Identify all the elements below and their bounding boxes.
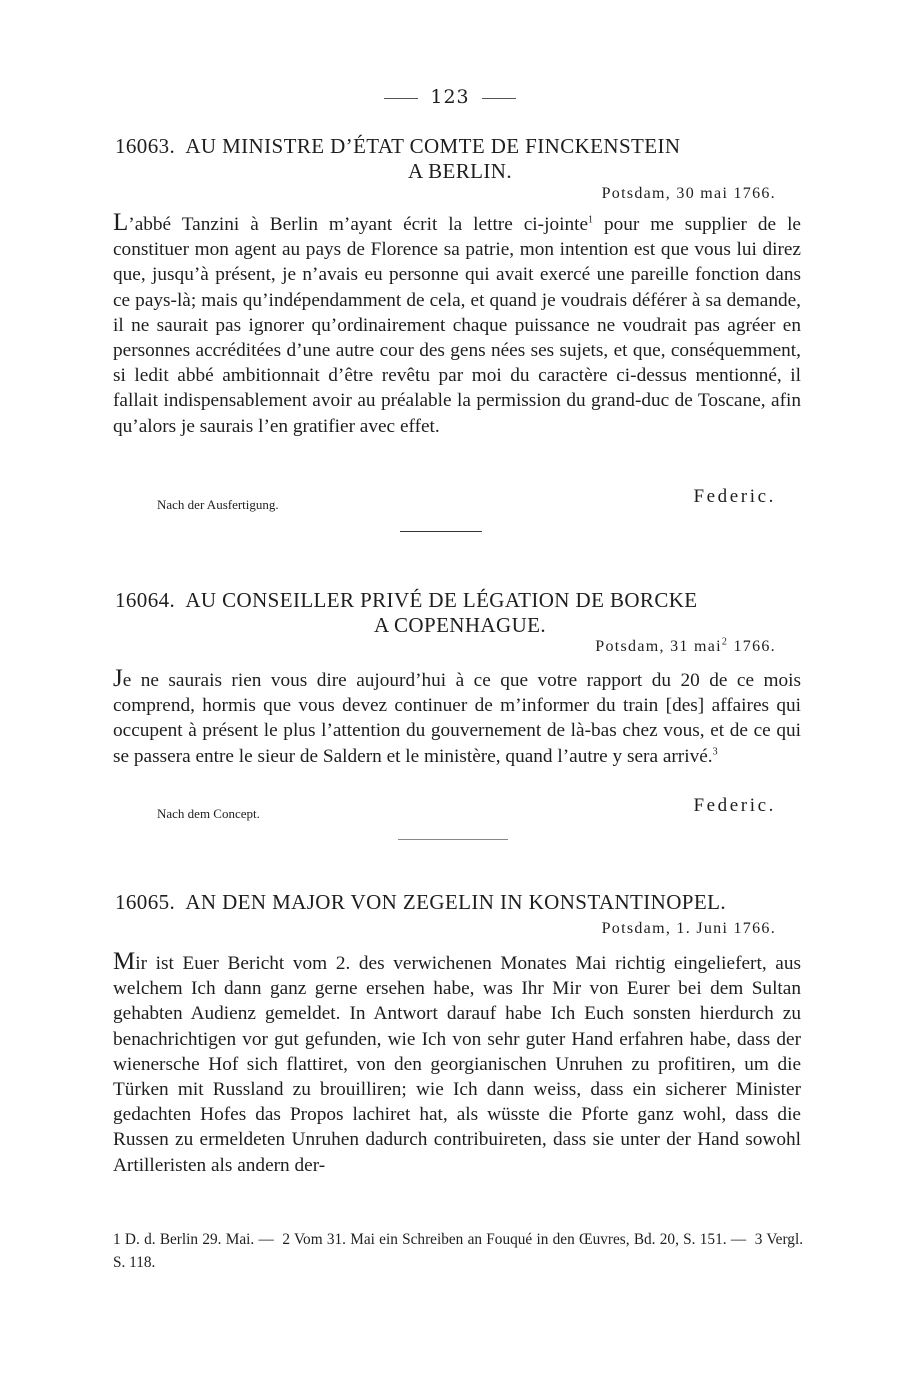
section-divider [400,531,482,532]
section-divider [398,839,508,840]
source-note: Nach dem Concept. [157,806,260,821]
letter-addressee: AU MINISTRE D’ÉTAT COMTE DE FINCKENSTEIN [185,134,681,158]
signature: Federic. [693,486,776,507]
letter-text: pour me supplier de le constituer mon agent au pays de Florence sa patrie, mon intention est que vous lui direz que, jusqu’à présent, je n’avais eu personne qui avait exercé une pareille fonction dans ce pays-là; mais qu’indépendamment de cela, et quand je voudrais déférer à sa demande, il ne saurait pas ignorer qu’ordinairement chaque puissance ne voudrait pas agréer en personnes accréditées d’une autre cour des gens nées ses sujets, et que, conséquemment, si ledit abbé ambitionnait d’être revêtu par moi du caractère ci-dessus mentionné, il fallait indispensablement avoir au préalable la permission du grand-duc de Toscane, afin qu’alors je saurais l’en gratifier avec effet. [113,214,801,437]
letter-heading [115,890,805,915]
footnote: 1 D. d. Berlin 29. Mai. — [113,1231,274,1248]
letter-text: ir ist Euer Bericht vom 2. des verwichenen Monates Mai richtig eingeliefert, aus welchem Ich dann ganz gerne ersehen habe, was Ihr Mir von Eurer bei dem Sultan gehabten Audienz gemeldet. In Antwort darauf habe Ich Euch sonsten hierdurch zu benachrichtigen vor gut gefunden, wie Ich von sehr guter Hand erfahren habe, dass der wienersche Hof sich flattiret, von den georgianischen Unruhen zu profitiren, um die Türken mit Russland zu brouilliren; wie Ich dann weiss, dass ein sicherer Minister gedachten Hofes das Propos lachiret hat, als wüsste die Pforte ganz wohl, dass die Russen zu ermeldeten Unruhen dadurch contribuireten, dass sie unter der Hand sowohl Artilleristen als andern der- [113,953,801,1176]
initial-letter: M [113,948,136,975]
letter-body [113,210,801,439]
letter-body [113,666,801,769]
page-number: 123 [0,86,900,108]
letter-addressee-place: A BERLIN. [408,159,512,183]
footnote-ref: 2 [721,636,729,648]
footnote: 2 Vom 31. Mai ein Schreiben an Fouqué in den Œuvres, Bd. 20, S. 151. — [282,1231,747,1248]
initial-letter: J [113,665,123,692]
place-date: Potsdam, 31 mai$^2$ 1766. [595,636,776,655]
letter-addressee: AU CONSEILLER PRIVÉ DE LÉGATION DE BORCKE [185,588,698,612]
letter-text: ’abbé Tanzini à Berlin m’ayant écrit la lettre ci-jointe [128,214,588,235]
initial-letter: L [113,209,129,236]
letter-heading [115,588,805,638]
footnote-ref: 3 [712,746,718,758]
signature: Federic. [693,795,776,816]
place-date: Potsdam, 1. Juni 1766. [601,920,776,937]
letter-addressee-place: A COPENHAGUE. [373,613,547,637]
letter-number: 16063. [115,134,176,158]
letter-number: 16064. [115,588,176,612]
place-date: Potsdam, 30 mai 1766. [601,185,776,202]
footnotes [113,1228,803,1274]
footnote-ref: 1 [588,214,593,226]
letter-body [113,949,801,1178]
letter-heading [115,134,805,184]
source-note: Nach der Ausfertigung. [157,497,279,512]
decorative-dash [482,98,516,99]
footnote: 3 Vergl. S. 118. [113,1231,804,1271]
letter-number: 16065. [115,890,176,914]
decorative-dash [384,98,418,99]
letter-addressee: AN DEN MAJOR VON ZEGELIN IN KONSTANTINOPEL. [185,890,726,914]
letter-text: e ne saurais rien vous dire aujourd’hui à ce que votre rapport du 20 de ce mois comprend, hormis que vous devez continuer de m’informer du train [des] affaires qui occupent à présent le plus l’attention du gouvernement de là-bas chez vous, et de ce qui se passera entre le sieur de Saldern et le ministère, quand l’autre y sera arrivé. [113,670,801,767]
